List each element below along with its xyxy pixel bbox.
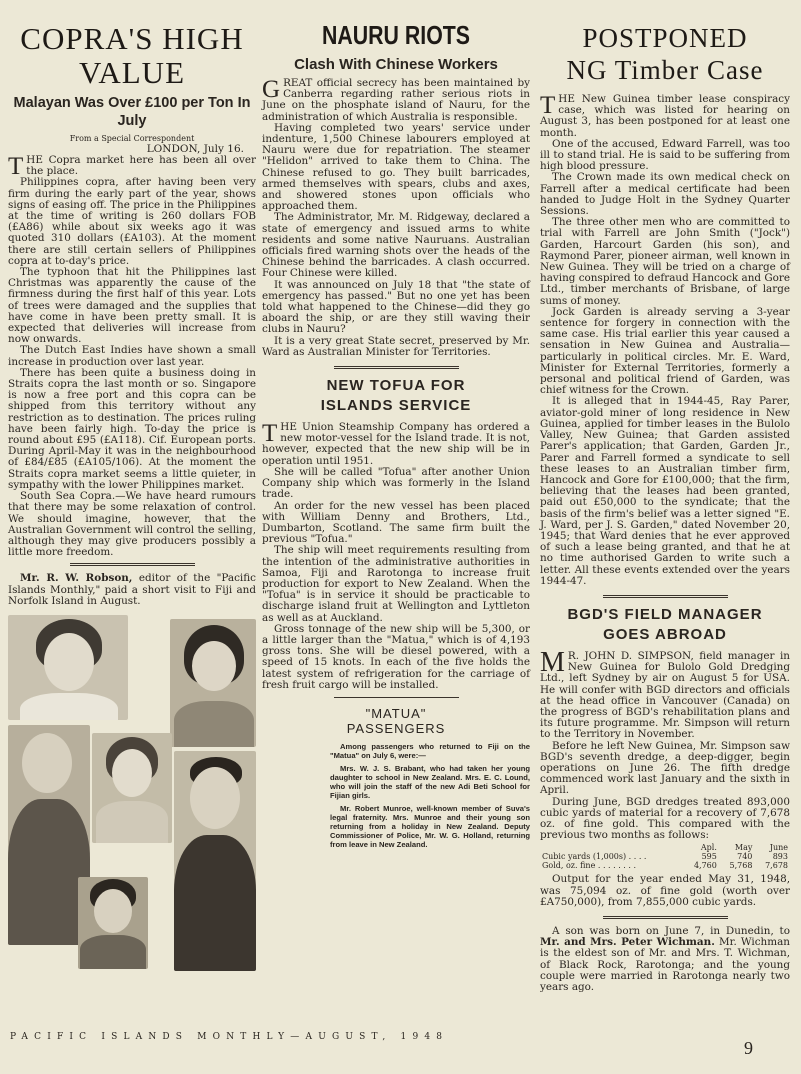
- copra-p1-text: HE Copra market here has been all over the place.: [26, 154, 256, 178]
- copra-byline: From a Special Correspondent: [69, 134, 195, 143]
- tofua-paragraph-1: [262, 422, 530, 467]
- page-footer: PACIFIC ISLANDS MONTHLY—AUGUST, 1948: [10, 1032, 449, 1042]
- divider-rule: [603, 595, 728, 598]
- bgd-paragraph-4: Output for the year ended May 31, 1948, was 75,094 oz. of fine gold (worth over £A750,000), from 7,855,000 cubic yards.: [540, 873, 790, 908]
- copra-dropcap: T: [8, 153, 24, 180]
- bgd-paragraph-1: [540, 646, 790, 741]
- table-cell: 7,678: [765, 861, 788, 871]
- page-number: 9: [744, 1038, 753, 1058]
- photo-young-boy: [78, 877, 148, 969]
- timber-paragraph-1: [540, 94, 790, 139]
- matua-headline: [262, 706, 530, 736]
- nauru-p1-text: REAT official secrecy has been maintained by Canberra regarding rather serious riots in June on the phosphate island of Nauru, for the administration of which Australia is responsible.: [262, 77, 530, 123]
- photo-woman-center: [92, 733, 172, 843]
- nauru-paragraph-2: Having completed two years' service under indenture, 1,500 Chinese labourers employed at Nauru were due for repatriation. The steamer "Helidon" arrived to take them to China. The Chinese refused to go. They built barricades, armed themselves with spears, clubs and axes, and showered stones upon officials who approached them.: [262, 121, 530, 213]
- timber-paragraph-6: It is alleged that in 1944-45, Ray Parer, aviator-gold miner of long residence in New Guinea, applied for timber leases in the Bulolo Valley, New Guinea; that Garden assisted Parer's application; that Garden, Garden Jr., Parer and Farrell formed a syndicate to sell these leases to an Australian timber firm, Hancock and Gore for £100,000; that the firm, believing that the leases had been granted, paid out £50,000 to the syndicate; that the basis of the firm's belief was a letter signed "E. J. Ward, per J. S. Garden," dated November 20, 1945; that Ward denies that he ever approved of such a lease being granted, and that he at no time authorised Garden to write such a letter. All these events extended over the years 1944-47.: [540, 395, 790, 587]
- table-header: Apl.: [700, 843, 717, 853]
- timber-headline: [540, 22, 790, 86]
- tofua-dropcap: T: [262, 420, 278, 448]
- table-cell: 740: [737, 852, 753, 862]
- timber-paragraph-2: One of the accused, Edward Farrell, was too ill to stand trial. He is said to be suffering from high blood pressure.: [540, 137, 790, 173]
- wichman-names: Mr. and Mrs. Peter Wichman.: [540, 936, 715, 949]
- nauru-subtitle: Clash With Chinese Workers: [294, 56, 498, 73]
- table-cell: 4,760: [693, 861, 717, 871]
- wichman-rest: Mr. Wichman is the eldest son of Mr. and Mrs. T. Wichman, of Black Rock, Rarotonga; and the young couple were married in Rarotonga nearly two years ago.: [540, 936, 790, 994]
- timber-paragraph-3: The Crown made its own medical check on Farrell after a medical certificate had been handed to Judge Holt in the Sydney Quarter Sessions.: [540, 171, 790, 218]
- tofua-paragraph-5: Gross tonnage of the new ship will be 5,300, or a little larger than the "Matua," which is of 4,193 gross tons. She will be diesel powered, with a speed of 15 knots. In each of the five holds the latest system of refrigeration for the carriage of fresh fruit cargo will be installed.: [262, 622, 530, 691]
- tofua-paragraph-2: She will be called "Tofua" after another Union Company ship which was formerly in the Island trade.: [262, 465, 530, 501]
- table-cell: 595: [701, 852, 717, 862]
- timber-dropcap: T: [540, 92, 556, 119]
- matua-paragraph-3: Mr. Robert Munroe, well-known member of Suva's legal fraternity. Mrs. Munroe and their young son returning from a holiday in New Zealand. Deputy Commissioner of Police, Mr. W. G. Holland, returning from leave in New Zealand.: [330, 803, 530, 849]
- copra-paragraph-2: Philippines copra, after having been very firm during the early part of the year, shows signs of easing off. The price in the Philippines at the time of writing is 260 dollars FOB (£A86) while about six weeks ago it was quoted 310 dollars (£A103). At the moment there are still certain sellers of Philippines copra at to-day's price.: [8, 176, 256, 267]
- copra-subtitle: Malayan Was Over £100 per Ton In July: [13, 95, 251, 129]
- bgd-p1-text: R. JOHN D. SIMPSON, field manager in New Guinea for Bulolo Gold Dredging Ltd., left Sydney by air on August 5 for USA. He will confer with BGD directors and officials at the head office in Vancouver (Canada) on the progress of BGD's rehabilitation plans and its future programme. Mr. Simpson will return to the Territory in November.: [540, 649, 790, 741]
- nauru-dropcap: G: [262, 76, 281, 103]
- copra-paragraph-4: The Dutch East Indies have shown a small increase in production over last year.: [8, 344, 256, 368]
- table-cell: Cubic yards (1,000s) . . . .: [542, 852, 647, 862]
- matua-text-block: [262, 742, 530, 849]
- copra-title-line1: COPRA'S HIGH: [20, 21, 244, 56]
- divider-rule: [334, 697, 459, 699]
- tofua-paragraph-3: An order for the new vessel has been placed with William Denny and Brothers, Ltd., Dumbarton, Scotland. The same firm built the previous "Tofua.": [262, 499, 530, 546]
- table-cell: 893: [772, 852, 788, 862]
- copra-dateline: LONDON, July 16.: [146, 143, 244, 155]
- timber-p1-text: HE New Guinea timber lease conspiracy case, which was listed for hearing on August 3, has been postponed for at least one month.: [540, 93, 790, 139]
- nauru-paragraph-4: It was announced on July 18 that "the state of emergency has passed." But no one yet has been told what happened to the Chinese—did they go aboard the ship, or are they still waving their clubs in Nauru?: [262, 278, 530, 336]
- matua-paragraph-2: Mrs. W. J. S. Brabant, who had taken her young daughter to school in New Zealand. Mrs. E. C. Lound, who will join the staff of the new Adi Beti School for Fijian girls.: [330, 763, 530, 800]
- tofua-p1-text: HE Union Steamship Company has ordered a new motor-vessel for the Island trade. It is not, however, expected that the new ship will be in operation until 1951.: [262, 421, 530, 467]
- wichman-paragraph: [540, 926, 790, 993]
- photo-man-suit: [174, 751, 256, 971]
- divider-rule: [334, 366, 459, 369]
- nauru-headline: NAURU RIOTS: [321, 20, 471, 50]
- nauru-paragraph-3: The Administrator, Mr. M. Ridgeway, declared a state of emergency and issued arms to white residents and some native Nauruans. Australian officials fired warning shots over the heads of the Chinese behind the barricades. A clash occurred. Four Chinese were killed.: [262, 211, 530, 280]
- wichman-lead: A son was born on June 7, in Dunedin, to: [552, 925, 790, 937]
- table-cell: Gold, oz. fine . . . . . . . .: [542, 861, 636, 871]
- robson-text: editor of the "Pacific Islands Monthly," paid a short visit to Fiji and Norfolk Island in August.: [8, 572, 256, 607]
- timber-title-line2: NG Timber Case: [566, 55, 764, 85]
- robson-name: Mr. R. W. Robson,: [20, 572, 133, 585]
- photo-woman-floral-dress: [170, 619, 256, 747]
- table-header: May: [734, 843, 753, 853]
- table-header: [540, 843, 683, 852]
- right-column: [540, 10, 790, 993]
- timber-title-line1: POSTPONED: [582, 23, 748, 53]
- copra-headline: [8, 22, 256, 90]
- table-row: [540, 852, 790, 861]
- tofua-paragraph-4: The ship will meet requirements resulting from the intention of the administrative authorities in Samoa, Fiji and Rarotonga to increase fruit production for export to New Zealand. When the "Tofua" is in service it should be practicable to discharge island fruit at Wellington and Lyttleton as well as at Auckland.: [262, 544, 530, 624]
- robson-paragraph: [8, 573, 256, 607]
- copra-paragraph-6: South Sea Copra.—We have heard rumours that there may be some relaxation of control. We should imagine, however, that the Australian Government will control the selling, although they may give producers possibly a little more freedom.: [8, 490, 256, 559]
- timber-paragraph-5: Jock Garden is already serving a 3-year sentence for forgery in connection with the same case. His trial earlier this year caused a sensation in New Guinea and Australia—particularly in political circles. Mr. E. Ward, Minister for External Territories, formerly a personal and political friend of Garden, was chief witness for the Crown.: [540, 305, 790, 397]
- bgd-paragraph-2: Before he left New Guinea, Mr. Simpson saw BGD's seventh dredge, a deep-digger, begin operations on June 26. The fifth dredge commenced work last January and the sixth in April.: [540, 739, 790, 797]
- nauru-paragraph-1: [262, 78, 530, 123]
- bgd-headline: BGD'S FIELD MANAGER GOES ABROAD: [567, 605, 763, 643]
- timber-paragraph-4: The three other men who are committed to trial with Farrell are John Smith ("Jock") Garden, Harcourt Garden (his son), and Raymond Parer, pioneer airman, well known in New Guinea. They will be tried on a charge of having conspired to defraud Hancock and Gore Ltd., timber merchants of Brisbane, of large sums of money.: [540, 216, 791, 307]
- matua-title-line2: PASSENGERS: [346, 720, 446, 736]
- divider-rule: [603, 916, 728, 919]
- nauru-paragraph-5: It is a very great State secret, preserved by Mr. Ward as Australian Minister for Territories.: [262, 334, 530, 358]
- table-header: June: [769, 843, 788, 853]
- copra-paragraph-1: [8, 153, 256, 180]
- table-header-row: [540, 843, 790, 852]
- photo-woman-smiling: [8, 615, 128, 720]
- tofua-headline: NEW TOFUA FOR ISLANDS SERVICE: [320, 377, 472, 415]
- matua-title-line1: "MATUA": [365, 705, 427, 721]
- matua-paragraph-1: Among passengers who returned to Fiji on the "Matua" on July 6, were:—: [330, 741, 530, 760]
- production-table: [540, 843, 790, 870]
- copra-title-line2: VALUE: [78, 55, 186, 90]
- copra-paragraph-3: The typhoon that hit the Philippines last Christmas was apparently the cause of the firmness during the first half of this year. Lots of trees were damaged and the supplies that have come in have been pretty small. It is expected that deliveries will increase from now onwards.: [8, 266, 256, 346]
- divider-rule: [70, 563, 195, 566]
- middle-column: [262, 10, 530, 853]
- left-column: [8, 10, 256, 975]
- table-row: [540, 861, 790, 870]
- bgd-dropcap: M: [540, 646, 565, 678]
- bgd-paragraph-3: During June, BGD dredges treated 893,000 cubic yards of material for a recovery of 7,678 oz. of fine gold. This compared with the previous two months as follows:: [540, 795, 790, 842]
- table-cell: 5,768: [729, 861, 753, 871]
- passenger-photo-collage: [8, 615, 256, 975]
- copra-paragraph-5: There has been quite a business doing in Straits copra the last month or so. Singapore is now a free port and this copra can be shipped from this territory without any restriction as to destination. The prices ruling have been fairly high. To-day the price is round about £95 (£A118). Cif. European ports. During April-May it was in the neighbourhood of £84/£85 (£A105/106). At the moment the Straits copra market seems a little quieter, in sympathy with the lower Philippines market.: [8, 366, 256, 491]
